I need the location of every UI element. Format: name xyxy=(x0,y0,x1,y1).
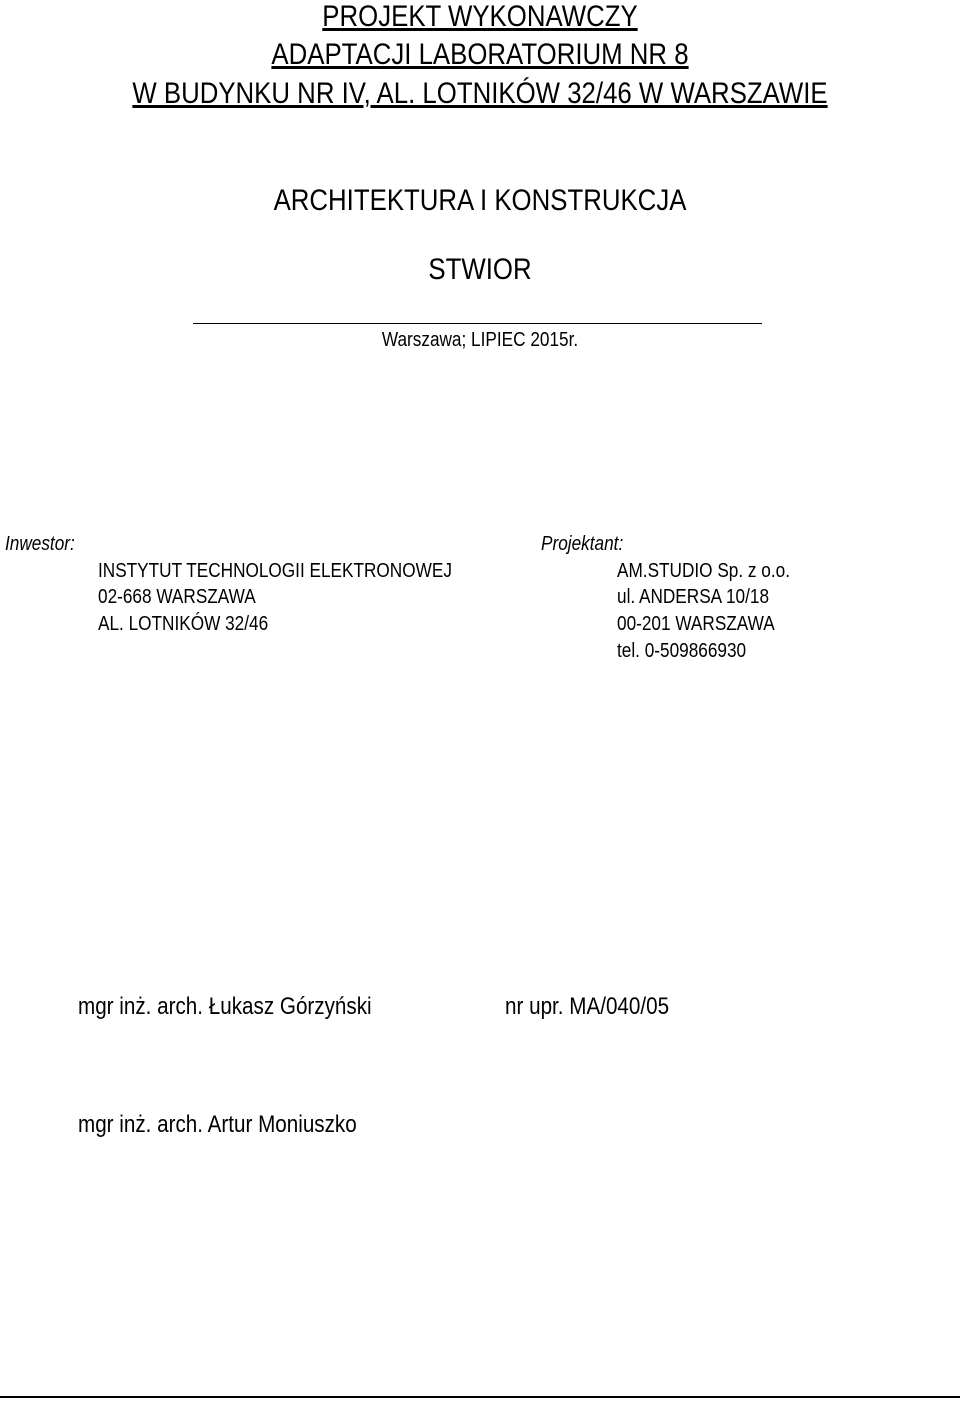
designer-postal: 00-201 WARSZAWA xyxy=(617,613,775,635)
title-line-2: ADAPTACJI LABORATORIUM NR 8 xyxy=(271,38,689,71)
investor-label: Inwestor: xyxy=(5,533,75,555)
investor-name: INSTYTUT TECHNOLOGII ELEKTRONOWEJ xyxy=(98,560,452,582)
title-line-1: PROJEKT WYKONAWCZY xyxy=(322,0,638,33)
architect-1-name: mgr inż. arch. Łukasz Górzyński xyxy=(78,993,372,1020)
stage-heading: STWIOR xyxy=(428,253,532,286)
bottom-border-line xyxy=(0,1396,960,1398)
investor-street: AL. LOTNIKÓW 32/46 xyxy=(98,613,269,635)
designer-street: ul. ANDERSA 10/18 xyxy=(617,586,770,608)
discipline-heading: ARCHITEKTURA I KONSTRUKCJA xyxy=(273,184,687,217)
title-line-3: W BUDYNKU NR IV, AL. LOTNIKÓW 32/46 W WARSZAWIE xyxy=(132,77,828,110)
investor-postal: 02-668 WARSZAWA xyxy=(98,586,256,608)
place-date: Warszawa; LIPIEC 2015r. xyxy=(381,329,579,351)
divider-line xyxy=(193,323,762,324)
license-number: nr upr. MA/040/05 xyxy=(505,993,670,1020)
designer-company: AM.STUDIO Sp. z o.o. xyxy=(617,560,791,582)
architect-2-name: mgr inż. arch. Artur Moniuszko xyxy=(78,1111,357,1138)
designer-phone: tel. 0-509866930 xyxy=(617,640,747,662)
designer-label: Projektant: xyxy=(541,533,624,555)
